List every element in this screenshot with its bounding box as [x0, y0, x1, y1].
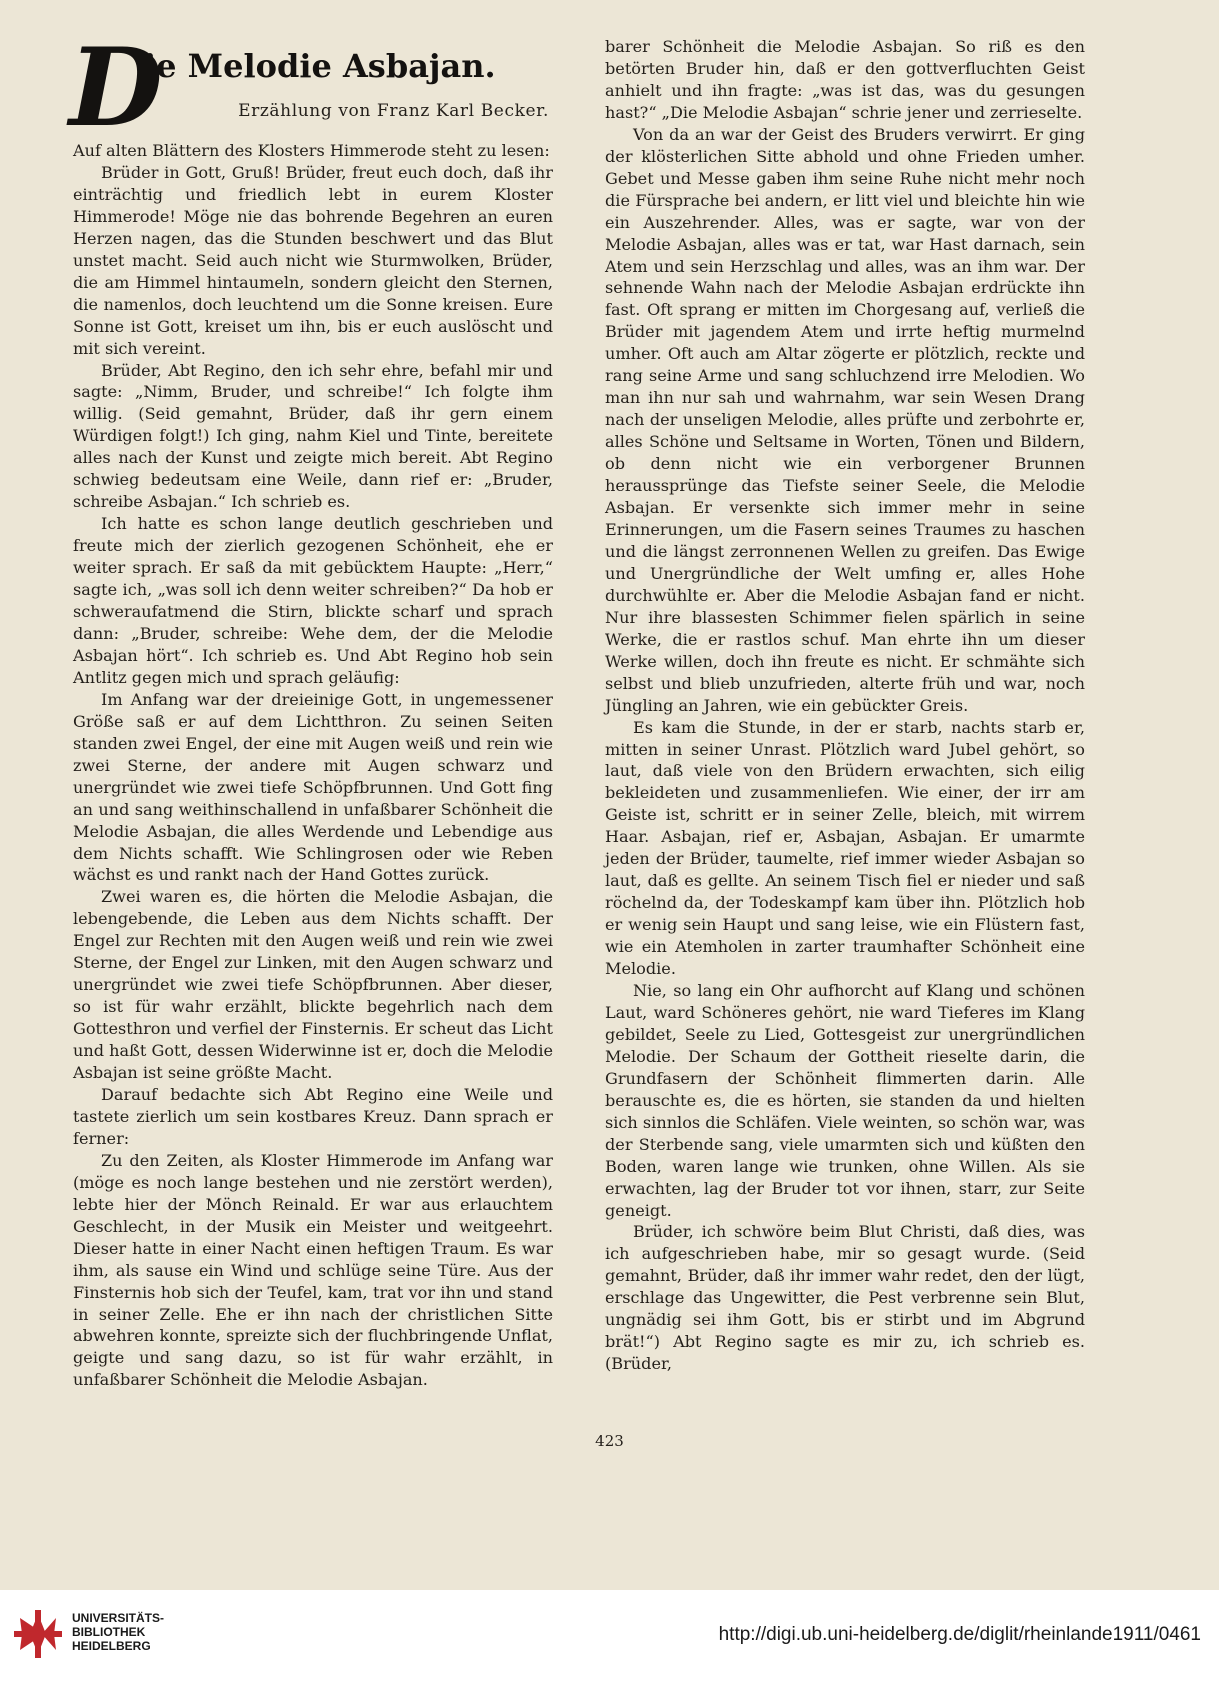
paragraph: Brüder, Abt Regino, den ich sehr ehre, befahl mir und sagte: „Nimm, Bruder, und schreibe!“ Ich folgte ihm willig. (Seid gemahnt, Brüder, daß ihr gern einem Würdigen folgt!) Ich ging, nahm Kiel und Tinte, bereitete alles nach der Kunst und zeigte mich bereit. Abt Regino schwieg bedeutsam eine Weile, dann rief er: „Bruder, schreibe Asbajan.“ Ich schrieb es.	[73, 360, 553, 512]
library-footer	[0, 1590, 1219, 1696]
paragraph: Im Anfang war der dreieinige Gott, in ungemessener Größe saß er auf dem Lichtthron. Zu seinen Seiten standen zwei Engel, der eine mit Augen weiß und rein wie zwei Sterne, der andere mit Augen schwarz und unergründet wie zwei tiefe Schöpfbrunnen. Und Gott fing an und sang weithinschallend in unfaßbarer Schönheit die Melodie Asbajan, die alles Werdende und Lebendige aus dem Nichts schafft. Wie Schlingrosen oder wie Reben wächst es und rankt nach der Hand Gottes zurück.	[73, 689, 553, 885]
paragraph: barer Schönheit die Melodie Asbajan. So riß es den betörten Bruder hin, daß er den gottverfluchten Geist anhielt und ihn fragte: „was ist das, was du gesungen hast?“ „Die Melodie Asbajan“ schrie jener und zerrieselte.	[605, 37, 1085, 122]
paragraph: Von da an war der Geist des Bruders verwirrt. Er ging der klösterlichen Sitte abhold und ohne Frieden umher. Gebet und Messe gaben ihm seine Ruhe nicht mehr noch die Fürsprache bei andern, er litt viel und bleichte hin wie ein Auszehrender. Alles, was er sagte, war von der Melodie Asbajan, alles was er tat, war Hast darnach, sein Atem und sein Herzschlag und alles, was an ihm war. Der sehnende Wahn nach der Melodie Asbajan erdrückte ihn fast. Oft sprang er mitten im Chorgesang auf, verließ die Brüder mit jagendem Atem und irrte heftig murmelnd umher. Oft auch am Altar zögerte er plötzlich, reckte und rang seine Arme und sang schluchzend irre Melodien. Wo man ihn nur sah und wahrnahm, war sein Wesen Drang nach der unseligen Melodie, alles prüfte und zerbohrte er, alles Schöne und Seltsame in Worten, Tönen und Bildern, ob denn nicht wie ein verborgener Brunnen heraussprünge das Tiefste seiner Seele, die Melodie Asbajan. Er versenkte sich immer mehr in seine Erinnerungen, um die Fasern seines Traumes zu haschen und die längst zerronnenen Wellen zu greifen. Das Ewige und Unergründliche der Welt umfing er, alles Hohe durchwühlte er. Aber die Melodie Asbajan fand er nicht. Nur ihre blassesten Schimmer fielen spärlich in seine Werke, die er rastlos schuf. Man ehrte ihn um dieser Werke willen, doch ihn freute es nicht. Er schmähte sich selbst und blieb unzufrieden, alterte früh und war, noch Jüngling an Jahren, wie ein gebückter Greis.	[605, 124, 1085, 715]
university-library-logo-icon	[12, 1608, 64, 1660]
library-name-line: UNIVERSITÄTS-	[72, 1611, 165, 1625]
article-title: ie Melodie Asbajan.	[144, 47, 496, 85]
source-url-link[interactable]: http://digi.ub.uni-heidelberg.de/diglit/rheinlande1911/0461	[718, 1624, 1201, 1645]
left-column	[69, 25, 553, 1391]
right-column	[605, 36, 1085, 1375]
paragraph: Zu den Zeiten, als Kloster Himmerode im Anfang war (möge es noch lange bestehen und nie zerstört werden), lebte hier der Mönch Reinald. Er war aus erlauchtem Geschlecht, in der Musik ein Meister und weitgeehrt. Dieser hatte in einer Nacht einen heftigen Traum. Es war ihm, als sause ein Wind und schlüge seine Türe. Aus der Finsternis hob sich der Teufel, kam, trat vor ihn und stand in seiner Zelle. Ehe er ihn nach der christlichen Sitte abwehren konnte, spreizte sich der fluchbringende Unflat, geigte und sang dazu, so ist für wahr erzählt, in unfaßbarer Schönheit die Melodie Asbajan.	[73, 1150, 553, 1390]
paragraph: Es kam die Stunde, in der er starb, nachts starb er, mitten in seiner Unrast. Plötzlich ward Jubel gehört, so laut, daß viele von den Brüdern erwachten, sich eilig bekleideten und zusammenliefen. Wie einer, der irr am Geiste ist, schritt er in seiner Zelle, bleich, mit wirrem Haar. Asbajan, rief er, Asbajan, Asbajan. Er umarmte jeden der Brüder, taumelte, rief immer wieder Asbajan so laut, daß es gellte. An seinem Tisch fiel er nieder und saß röchelnd da, der Todeskampf kam über ihn. Plötzlich hob er wenig sein Haupt und sang leise, wie ein Flüstern fast, wie ein Atemholen in zarter traumhafter Schönheit eine Melodie.	[605, 717, 1085, 979]
paragraph: Auf alten Blättern des Klosters Himmerode steht zu lesen:	[73, 141, 550, 160]
paragraph: Brüder in Gott, Gruß! Brüder, freut euch doch, daß ihr einträchtig und friedlich lebt in eurem Kloster Himmerode! Möge nie das bohrende Begehren an euren Herzen nagen, das die Stunden beschwert und das Blut unstet macht. Seid auch nicht wie Sturmwolken, Brüder, die am Himmel hintaumeln, sondern gleicht den Sternen, die namenlos, doch leuchtend um die Sonne kreisen. Eure Sonne ist Gott, kreiset um ihn, bis er euch auslöscht und mit sich vereint.	[73, 162, 553, 358]
title-drop-cap: D	[69, 25, 163, 151]
library-name-line: HEIDELBERG	[72, 1639, 151, 1653]
page-number: 423	[595, 1432, 624, 1450]
paragraph: Darauf bedachte sich Abt Regino eine Weile und tastete zierlich um sein kostbares Kreuz. Dann sprach er ferner:	[73, 1084, 553, 1148]
paragraph: Zwei waren es, die hörten die Melodie Asbajan, die lebengebende, die Leben aus dem Nichts schafft. Der Engel zur Rechten mit den Augen weiß und rein wie zwei Sterne, der Engel zur Linken, mit den Augen schwarz und unergründet wie zwei tiefe Schöpfbrunnen. Aber dieser, so ist für wahr erzählt, blickte begehrlich nach dem Gottesthron und verfiel der Finsternis. Er scheut das Licht und haßt Gott, dessen Widerwinne ist er, doch die Melodie Asbajan ist seine größte Macht.	[73, 887, 553, 1083]
article-subtitle: Erzählung von Franz Karl Becker.	[238, 101, 549, 121]
paragraph: Nie, so lang ein Ohr aufhorcht auf Klang und schönen Laut, ward Schöneres gehört, nie ward Tieferes im Klang gebildet, Seele zu Lied, Gottesgeist zur unergründlichen Melodie. Der Schaum der Gottheit rieselte darin, die Grundfasern der Schönheit flimmerten darin. Alle berauschte es, die es hörten, sie standen da und hielten sich sinnlos die Schläfen. Viele weinten, so schön war, was der Sterbende sang, viele umarmten sich und küßten den Boden, waren lange wie trunken, ohne Willen. Als sie erwachten, lag der Bruder tot vor ihnen, starr, zur Seite geneigt.	[605, 980, 1085, 1220]
library-name-line: BIBLIOTHEK	[72, 1625, 146, 1639]
library-name	[72, 1611, 164, 1653]
paragraph: Ich hatte es schon lange deutlich geschrieben und freute mich der zierlich gezogenen Schönheit, ehe er weiter sprach. Er saß da mit gebücktem Haupte: „Herr,“ sagte ich, „was soll ich denn weiter schreiben?“ Da hob er schweraufatmend die Stirn, blickte scharf und sprach dann: „Bruder, schreibe: Wehe dem, der die Melodie Asbajan hört“. Ich schrieb es. Und Abt Regino hob sein Antlitz gegen mich und sprach geläufig:	[73, 514, 553, 687]
paragraph: Brüder, ich schwöre beim Blut Christi, daß dies, was ich aufgeschrieben habe, mir so gesagt wurde. (Seid gemahnt, Brüder, daß ihr immer wahr redet, den der lügt, erschlage das Ungewitter, die Pest verbrenne sein Blut, ungnädig sei ihm Gott, bis er stirbt und im Abgrund brät!“) Abt Regino sagte es mir zu, ich schrieb es. (Brüder,	[605, 1222, 1085, 1374]
